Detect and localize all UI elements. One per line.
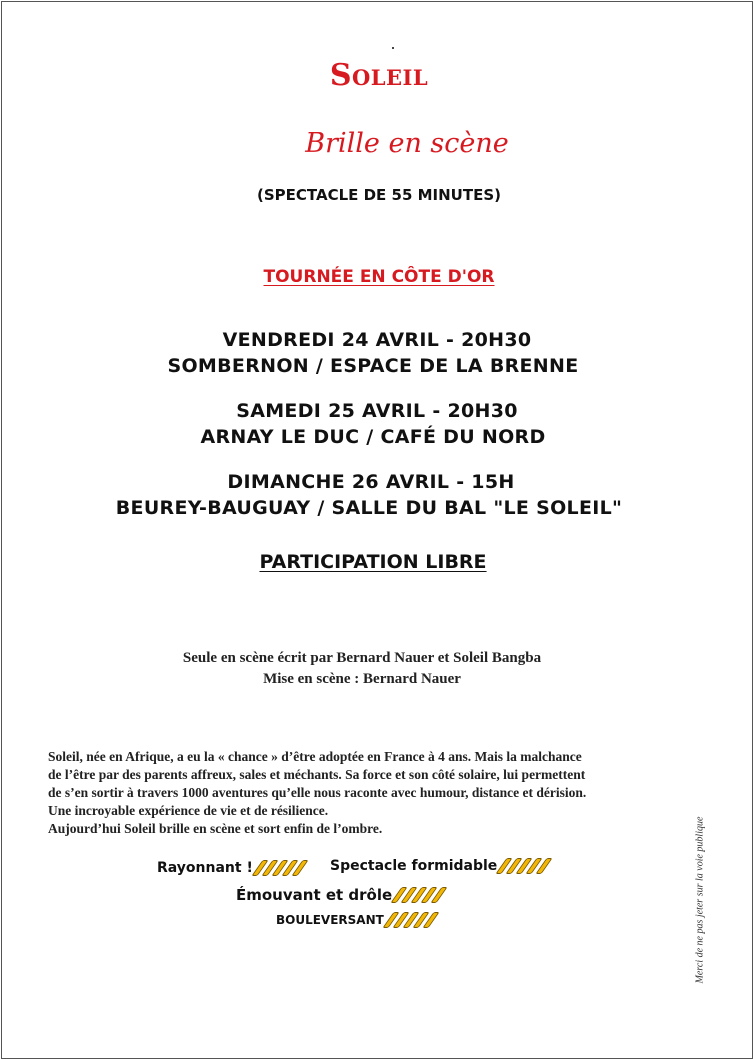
description-line: Soleil, née en Afrique, a eu la « chance » d’être adoptée en France à 4 ans. Mais la malchance	[48, 749, 582, 764]
review-text: Rayonnant !	[157, 860, 253, 876]
rating-stars-icon	[257, 860, 307, 876]
credits-director: Mise en scène : Bernard Nauer	[263, 671, 461, 687]
event-venue: ARNAY LE DUC / CAFÉ DU NORD	[200, 426, 546, 448]
event-date: SAMEDI 25 AVRIL - 20H30	[236, 400, 518, 422]
show-title: Soleil	[329, 58, 429, 93]
event-venue: SOMBERNON / ESPACE DE LA BRENNE	[167, 355, 579, 377]
review-emouvant	[236, 886, 446, 904]
review-text: Spectacle formidable	[330, 858, 498, 874]
show-duration: (SPECTACLE DE 55 MINUTES)	[256, 186, 501, 204]
description-line: de s’en sortir à travers 1000 aventures qu’elle nous raconte avec humour, distance et dérision.	[48, 785, 587, 800]
review-rayonnant	[157, 860, 307, 876]
stray-dot	[392, 47, 394, 49]
event-date: VENDREDI 24 AVRIL - 20H30	[222, 329, 532, 351]
review-text: BOULEVERSANT	[276, 913, 384, 927]
side-note	[690, 790, 710, 1010]
rating-stars-icon	[501, 858, 551, 874]
rating-stars-icon	[388, 912, 438, 928]
event-venue: BEUREY-BAUGUAY / SALLE DU BAL "LE SOLEIL"	[115, 497, 623, 519]
review-text: Émouvant et drôle	[236, 886, 393, 904]
rating-stars-icon	[396, 887, 446, 903]
event-date: DIMANCHE 26 AVRIL - 15H	[227, 471, 515, 493]
tour-heading: TOURNÉE EN CÔTE D'OR	[263, 267, 495, 287]
show-subtitle: Brille en scène	[305, 128, 509, 159]
participation-label: PARTICIPATION LIBRE	[259, 551, 487, 573]
review-formidable	[330, 858, 551, 874]
side-note-text: Merci de ne pas jeter sur la voie publique	[694, 816, 706, 984]
description-line: Une incroyable expérience de vie et de résilience.	[48, 803, 329, 818]
review-bouleversant	[276, 912, 438, 928]
description-line: de l’être par des parents affreux, sales et méchants. Sa force et son côté solaire, lui permettent	[48, 767, 586, 782]
description-line: Aujourd’hui Soleil brille en scène et sort enfin de l’ombre.	[48, 821, 383, 836]
description	[48, 748, 688, 838]
credits-author: Seule en scène écrit par Bernard Nauer et Soleil Bangba	[182, 650, 542, 666]
